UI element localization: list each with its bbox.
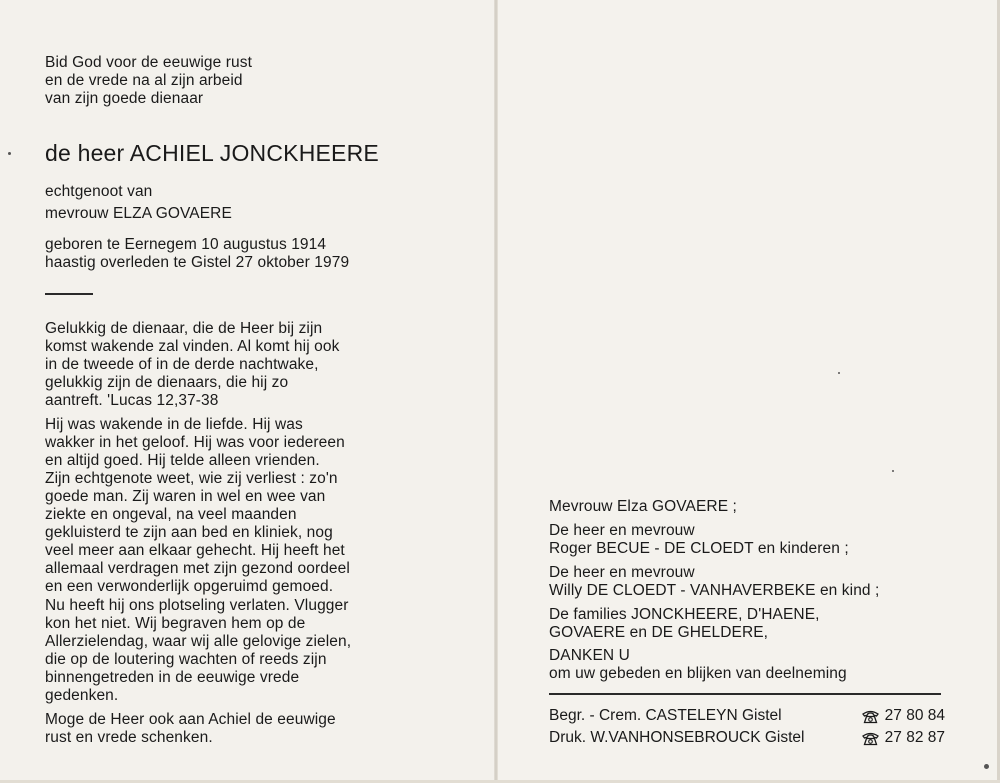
text-line: wakker in het geloof. Hij was voor iedereen <box>45 434 345 451</box>
separator-rule <box>45 293 93 295</box>
text-line: gedenken. <box>45 687 119 704</box>
farewell-paragraph <box>45 597 351 705</box>
death-line: haastig overleden te Gistel 27 oktober 1979 <box>45 254 350 271</box>
thanks-text <box>549 647 847 683</box>
family-line: De heer en mevrouw <box>549 522 695 539</box>
text-line: en altijd goed. Hij telde alleen vrienden. <box>45 452 320 469</box>
prayer-text <box>45 54 252 108</box>
spouse-line: mevrouw ELZA GOVAERE <box>45 205 232 222</box>
spouse-info <box>45 181 232 225</box>
text-line: Nu heeft hij ons plotseling verlaten. Vlugger <box>45 597 349 614</box>
telephone-icon <box>862 709 879 724</box>
card-fold <box>494 0 498 783</box>
text-line: ziekte en ongeval, na veel maanden <box>45 506 297 523</box>
paper-speck <box>984 764 989 769</box>
family-line: Mevrouw Elza GOVAERE ; <box>549 498 737 515</box>
imprint-block <box>549 705 945 749</box>
family-line: De heer en mevrouw <box>549 564 695 581</box>
text-line: en een verwonderlijk opgeruimd gemoed. <box>45 578 334 595</box>
text-line: Hij was wakende in de liefde. Hij was <box>45 416 303 433</box>
funeral-director-row <box>549 705 945 727</box>
text-line: Gelukkig de dienaar, die de Heer bij zijn <box>45 320 323 337</box>
family-list <box>549 498 879 642</box>
family-line: Roger BECUE - DE CLOEDT en kinderen ; <box>549 540 849 557</box>
phone-value: 27 82 87 <box>884 729 945 746</box>
birth-line: geboren te Eernegem 10 augustus 1914 <box>45 236 327 253</box>
text-line: die op de loutering wachten of reeds zijn <box>45 651 327 668</box>
printer-row <box>549 727 945 749</box>
paper-speck <box>838 372 840 374</box>
text-line: allemaal verdragen met zijn gezond oordeel <box>45 560 350 577</box>
text-line: veel meer aan elkaar gehecht. Hij heeft het <box>45 542 345 559</box>
telephone-icon <box>862 731 879 746</box>
phone-number <box>862 727 945 749</box>
text-line: Zijn echtgenote weet, wie zij verliest : zo'n <box>45 470 338 487</box>
text-line: gelukkig zijn de dienaars, die hij zo <box>45 374 289 391</box>
closing-prayer <box>45 711 336 747</box>
scripture-paragraph <box>45 320 339 410</box>
printer: Druk. W.VANHONSEBROUCK Gistel <box>549 729 805 746</box>
text-line: binnengetreden in de eeuwige vrede <box>45 669 300 686</box>
text-line: rust en vrede schenken. <box>45 729 213 746</box>
prayer-line: van zijn goede dienaar <box>45 90 204 107</box>
phone-number <box>862 705 945 727</box>
spouse-line: echtgenoot van <box>45 183 153 200</box>
text-line: aantreft. 'Lucas 12,37-38 <box>45 392 219 409</box>
phone-value: 27 80 84 <box>884 707 945 724</box>
text-line: Allerzielendag, waar wij alle gelovige zielen, <box>45 633 352 650</box>
funeral-director: Begr. - Crem. CASTELEYN Gistel <box>549 707 782 724</box>
life-dates <box>45 236 349 272</box>
deceased-name: de heer ACHIEL JONCKHEERE <box>45 140 379 166</box>
text-line: kon het niet. Wij begraven hem op de <box>45 615 306 632</box>
text-line: goede man. Zij waren in wel en wee van <box>45 488 326 505</box>
thanks-heading: DANKEN U <box>549 647 630 664</box>
text-line: in de tweede of in de derde nachtwake, <box>45 356 319 373</box>
prayer-line: en de vrede na al zijn arbeid <box>45 72 243 89</box>
thanks-line: om uw gebeden en blijken van deelneming <box>549 665 847 682</box>
family-line: De families JONCKHEERE, D'HAENE, <box>549 606 820 623</box>
prayer-line: Bid God voor de eeuwige rust <box>45 54 253 71</box>
text-line: gekluisterd te zijn aan bed en kliniek, nog <box>45 524 333 541</box>
text-line: komst wakende zal vinden. Al komt hij ook <box>45 338 340 355</box>
family-line: GOVAERE en DE GHELDERE, <box>549 624 769 641</box>
imprint-rule <box>549 693 941 695</box>
paper-speck <box>8 152 11 155</box>
family-line: Willy DE CLOEDT - VANHAVERBEKE en kind ; <box>549 582 880 599</box>
text-line: Moge de Heer ook aan Achiel de eeuwige <box>45 711 336 728</box>
tribute-paragraph <box>45 416 350 596</box>
paper-speck <box>892 470 894 472</box>
